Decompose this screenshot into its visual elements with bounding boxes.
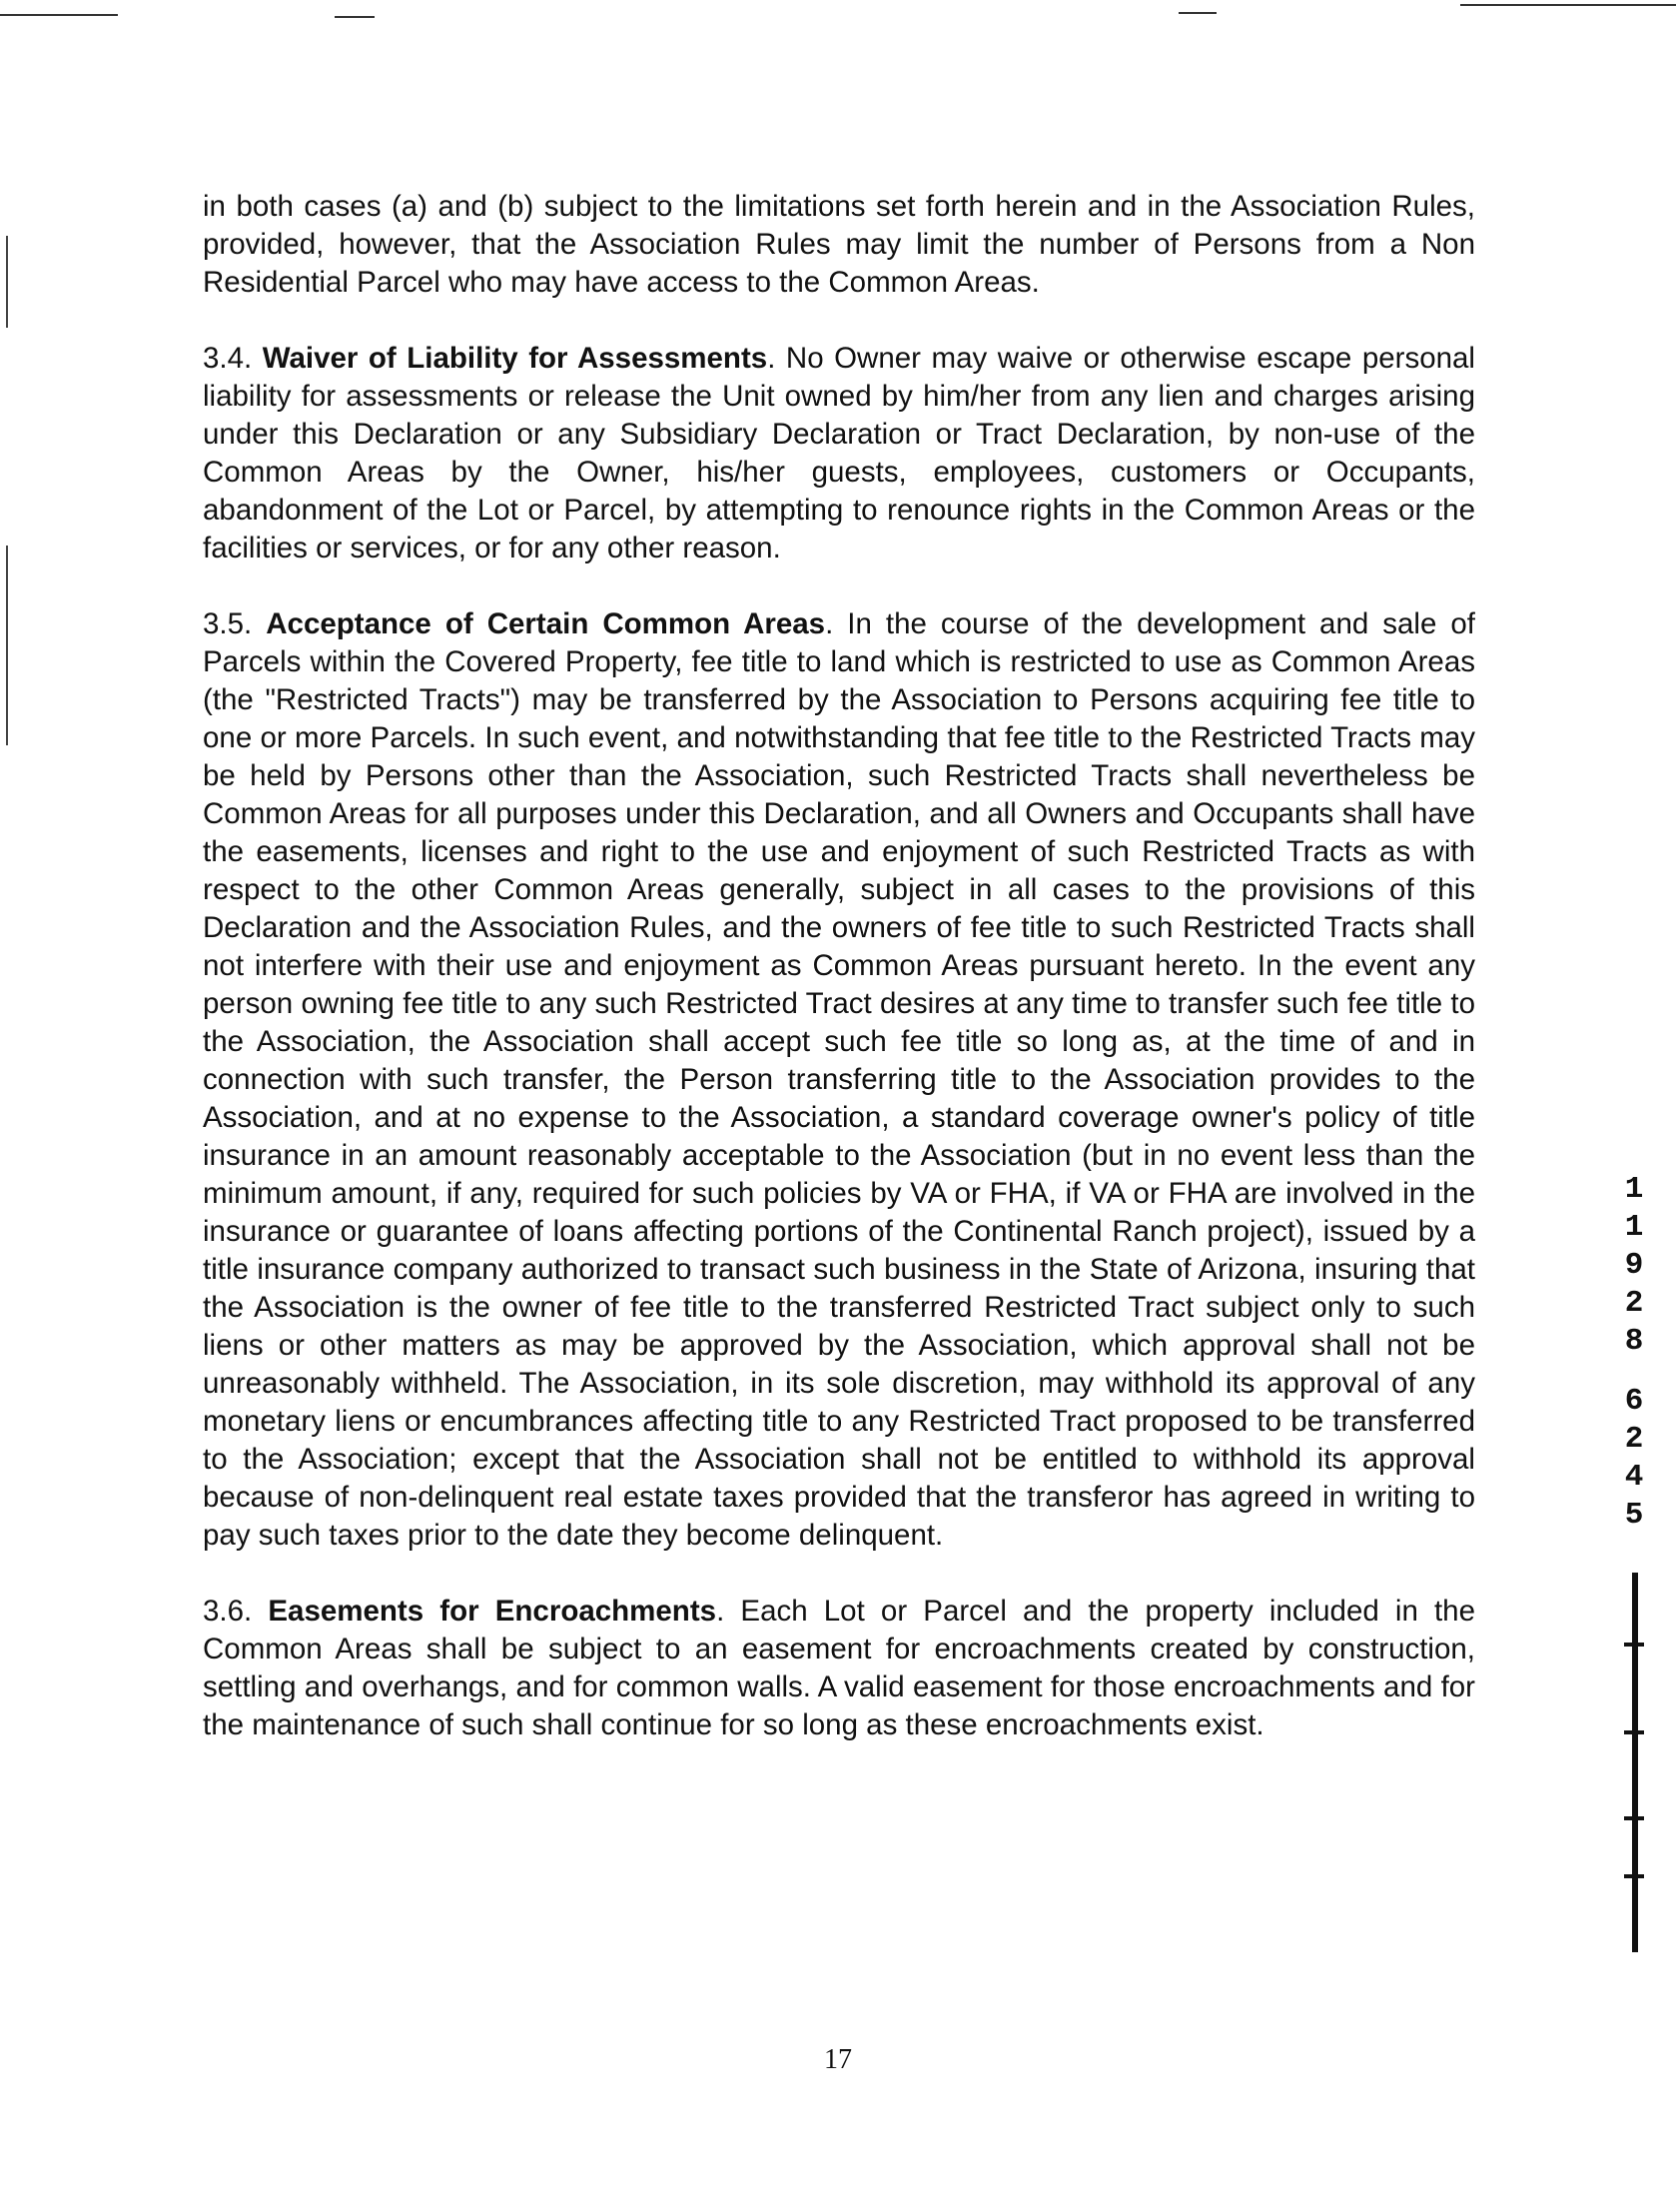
- stamp-bar-tick: [1624, 1874, 1644, 1878]
- section-heading: Easements for Encroachments: [268, 1595, 717, 1628]
- scan-artifact-line: [335, 16, 375, 18]
- stamp-digit: 1: [1624, 1172, 1644, 1207]
- section-number: 3.4.: [203, 342, 253, 375]
- scan-artifact-mark: [6, 546, 8, 745]
- scan-artifact-mark: [6, 236, 8, 328]
- stamp-digit: 2: [1624, 1422, 1644, 1457]
- recording-stamp: [1620, 1171, 1648, 1535]
- stamp-digit: 1: [1624, 1210, 1644, 1245]
- paragraph-text: . Each Lot or Parcel and the property included in the Common Areas shall be subject to an easement for encroachments created by construction, settling and overhangs, and for common walls. A valid easement for those encroachments and for the maintenance of such shall continue for so long as these encroachments exist.: [203, 1595, 1475, 1741]
- paragraph-text: . No Owner may waive or otherwise escape personal liability for assessments or release the Unit owned by him/her from any lien and charges arising under this Declaration or any Subsidiary Declaration or Tract Declaration, by non-use of the Common Areas by the Owner, his/her guests, employees, customers or Occupants, abandonment of the Lot or Parcel, by attempting to renounce rights in the Common Areas or the facilities or services, or for any other reason.: [203, 342, 1475, 564]
- paragraph-3-4: [203, 340, 1475, 567]
- section-heading: Waiver of Liability for Assessments: [262, 342, 768, 375]
- paragraph-text: in both cases (a) and (b) subject to the limitations set forth herein and in the Association Rules, provided, however, that the Association Rules may limit the number of Persons from a Non Residential Parcel who may have access to the Common Areas.: [203, 190, 1475, 299]
- scan-artifact-line: [0, 14, 118, 16]
- paragraph-3-6: [203, 1593, 1475, 1744]
- section-number: 3.5.: [203, 607, 253, 640]
- stamp-digit: 5: [1624, 1498, 1644, 1533]
- stamp-bar-tick: [1624, 1816, 1644, 1820]
- paragraph-3-5: [203, 605, 1475, 1555]
- paragraph-text: . In the course of the development and sale of Parcels within the Covered Property, fee title to land which is restricted to use as Common Areas (the "Restricted Tracts") may be transferred by the Association to Persons acquiring fee title to one or more Parcels. In such event, and notwithstanding that fee title to the Restricted Tracts may be held by Persons other than the Association, such Restricted Tracts shall nevertheless be Common Areas for all purposes under this Declaration, and all Owners and Occupants shall have the easements, licenses and right to the use and enjoyment of such Restricted Tracts as with respect to the other Common Areas generally, subject in all cases to the provisions of this Declaration and the Association Rules, and the owners of fee title to such Restricted Tracts shall not interfere with their use and enjoyment as Common Areas pursuant hereto. In the event any person owning fee title to any such Restricted Tract desires at any time to transfer such fee title to the Association, the Association shall accept such fee title so long as, at the time of and in connection with such transfer, the Person transferring title to the Association provides to the Association, and at no expense to the Association, a standard coverage owner's policy of title insurance in an amount reasonably acceptable to the Association (but in no event less than the minimum amount, if any, required for such policies by VA or FHA, if VA or FHA are involved in the insurance or guarantee of loans affecting portions of the Continental Ranch project), issued by a title insurance company authorized to transact such business in the State of Arizona, insuring that the Association is the owner of fee title to the transferred Restricted Tract subject only to such liens or other matters as may be approved by the Association, which approval shall not be unreasonably withheld. The Association, in its sole discretion, may withhold its approval of any monetary liens or encumbrances affecting title to any Restricted Tract proposed to be transferred to the Association; except that the Association shall not be entitled to withhold its approval because of non-delinquent real estate taxes provided that the transferor has agreed in writing to pay such taxes prior to the date they become delinquent.: [203, 607, 1475, 1552]
- stamp-bar-tick: [1624, 1643, 1644, 1647]
- section-number: 3.6.: [203, 1595, 253, 1628]
- stamp-bar-tick: [1624, 1730, 1644, 1734]
- page-number: 17: [824, 2044, 852, 2075]
- paragraph-continuation: [203, 188, 1475, 302]
- stamp-digit: 8: [1624, 1324, 1644, 1359]
- stamp-digit: 2: [1624, 1286, 1644, 1321]
- stamp-bar: [1632, 1573, 1638, 1952]
- scan-artifact-line: [1460, 4, 1676, 6]
- scan-artifact-line: [1179, 12, 1217, 14]
- stamp-digit: 4: [1624, 1460, 1644, 1495]
- document-body: [203, 188, 1475, 1782]
- stamp-digit: 6: [1624, 1384, 1644, 1419]
- section-heading: Acceptance of Certain Common Areas: [266, 607, 826, 640]
- stamp-digit: 9: [1624, 1248, 1644, 1283]
